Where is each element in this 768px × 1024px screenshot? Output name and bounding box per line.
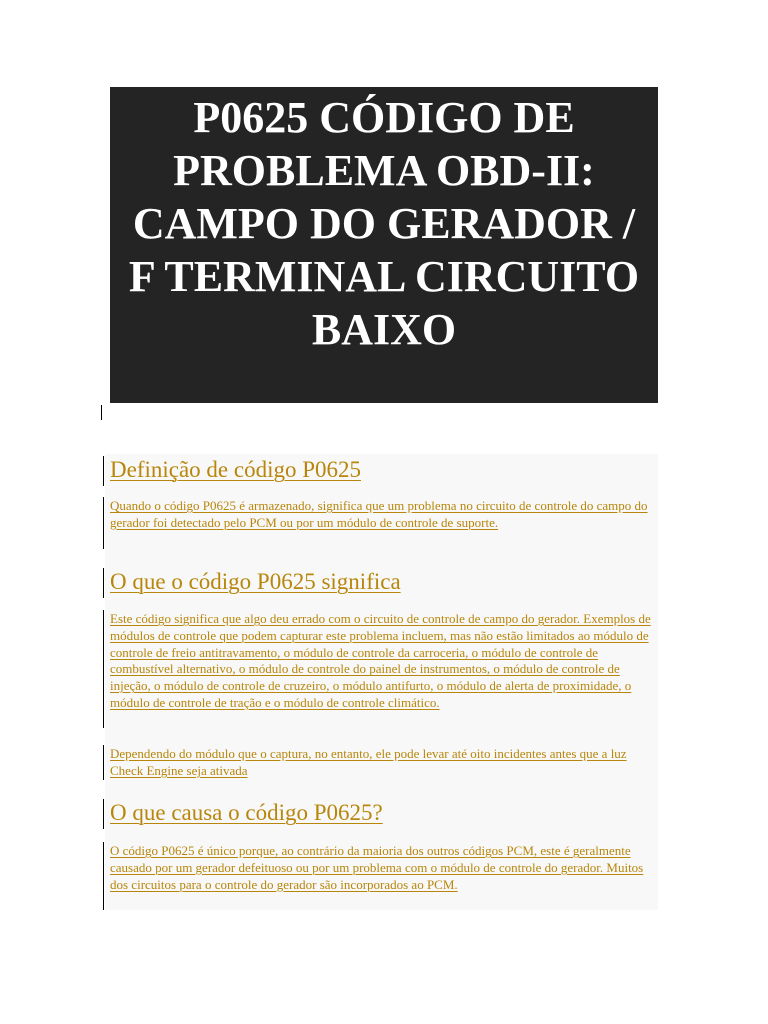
- paragraph-causes[interactable]: O código P0625 é único porque, ao contrário da maioria dos outros códigos PCM, este é geralmente causado por um gerador defeituoso ou por um problema com o módulo de controle do gerador. Muitos dos circuitos para o controle do gerador são incorporados ao PCM.: [110, 843, 644, 892]
- text-cursor-mark: [103, 745, 104, 780]
- text-cursor-mark: [103, 842, 104, 910]
- text-cursor-mark: [103, 799, 104, 829]
- paragraph-check-engine[interactable]: Dependendo do módulo que o captura, no entanto, ele pode levar até oito incidentes antes que a luz Check Engine seja ativada: [110, 746, 627, 778]
- text-cursor-mark: [103, 497, 104, 549]
- text-cursor-mark: [103, 568, 104, 598]
- page-title: P0625 CÓDIGO DE PROBLEMA OBD-II: CAMPO DO GERADOR / F TERMINAL CIRCUITO BAIXO: [128, 93, 640, 354]
- text-cursor-mark: [103, 610, 104, 728]
- section-heading-causes[interactable]: O que causa o código P0625?: [110, 800, 383, 825]
- paragraph-meaning[interactable]: Este código significa que algo deu errado com o circuito de controle de campo do gerador. Exemplos de módulos de controle que podem capturar este problema incluem, mas não estão limitados ao módulo de controle de freio antitravamento, o módulo de controle da carroceria, o módulo de controle de combustível alternativo, o módulo de controle do painel de instrumentos, o módulo de controle de injeção, o módulo de controle de cruzeiro, o módulo antifurto, o módulo de alerta de proximidade, o módulo de controle de tração e o módulo de controle climático.: [110, 611, 651, 710]
- text-cursor-mark: [101, 405, 102, 420]
- section-heading-meaning[interactable]: O que o código P0625 significa: [110, 569, 401, 594]
- paragraph-definition[interactable]: Quando o código P0625 é armazenado, significa que um problema no circuito de controle do campo do gerador foi detectado pelo PCM ou por um módulo de controle de suporte.: [110, 498, 648, 530]
- section-heading-definition[interactable]: Definição de código P0625: [110, 457, 362, 482]
- title-banner: [110, 87, 658, 403]
- text-cursor-mark: [103, 456, 104, 486]
